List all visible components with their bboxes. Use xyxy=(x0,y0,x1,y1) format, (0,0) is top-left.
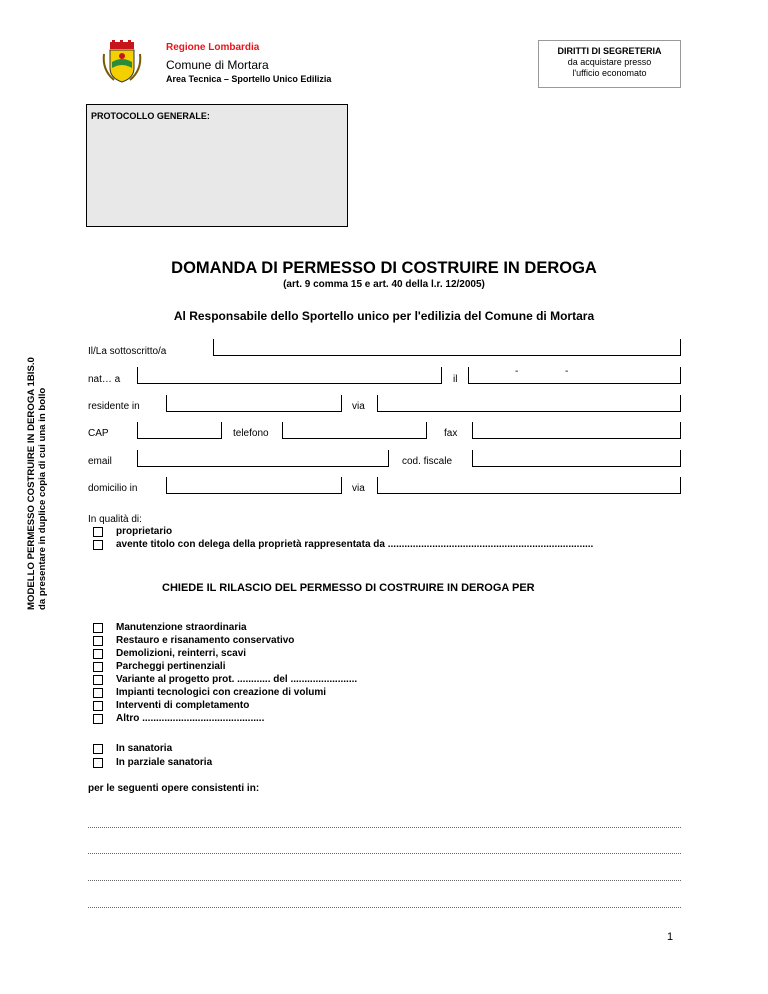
intervento-checkbox[interactable] xyxy=(93,688,103,698)
sottoscritto-field[interactable] xyxy=(213,339,681,356)
opere-label: per le seguenti opere consistenti in: xyxy=(88,783,260,794)
sanatoria-label: In sanatoria xyxy=(116,743,173,754)
via2-field[interactable] xyxy=(377,477,681,494)
qualita-label: In qualità di: xyxy=(88,514,142,525)
via-field[interactable] xyxy=(377,395,681,412)
intervento-checkbox[interactable] xyxy=(93,636,103,646)
protocollo-label: PROTOCOLLO GENERALE: xyxy=(91,111,210,121)
telefono-label: telefono xyxy=(233,428,269,439)
diritti-line1: da acquistare presso xyxy=(567,57,652,67)
area-name: Area Tecnica – Sportello Unico Edilizia xyxy=(166,74,332,84)
intervento-label: Altro ............................................ xyxy=(116,713,265,724)
domicilio-field[interactable] xyxy=(166,477,342,494)
chiede-heading: CHIEDE IL RILASCIO DEL PERMESSO DI COSTRUIRE IN DEROGA PER xyxy=(162,582,535,594)
comune-crest-logo xyxy=(100,40,144,84)
diritti-title: DIRITTI DI SEGRETERIA xyxy=(557,46,662,56)
residente-label: residente in xyxy=(88,401,140,412)
date-separator: - xyxy=(515,366,519,377)
intervento-label: Manutenzione straordinaria xyxy=(116,622,247,633)
opere-line[interactable] xyxy=(88,853,681,854)
diritti-segreteria-box xyxy=(538,40,681,88)
telefono-field[interactable] xyxy=(282,422,427,439)
cap-field[interactable] xyxy=(137,422,222,439)
intervento-checkbox[interactable] xyxy=(93,675,103,685)
cap-label: CAP xyxy=(88,428,109,439)
birth-date-field[interactable] xyxy=(468,367,681,384)
email-field[interactable] xyxy=(137,450,389,467)
intervento-label: Variante al progetto prot. ............ del ........................ xyxy=(116,674,358,685)
il-label: il xyxy=(453,374,458,385)
opere-line[interactable] xyxy=(88,907,681,908)
intervento-label: Restauro e risanamento conservativo xyxy=(116,635,295,646)
nato-label: nat… a xyxy=(88,374,121,385)
document-subtitle: (art. 9 comma 15 e art. 40 della l.r. 12/2005) xyxy=(283,279,485,290)
diritti-line2: l'ufficio economato xyxy=(572,68,647,78)
side-text xyxy=(26,340,48,610)
opere-line[interactable] xyxy=(88,880,681,881)
side-text-line1: MODELLO PERMESSO COSTRUIRE IN DEROGA 1BIS.0 xyxy=(26,357,37,610)
avente-titolo-checkbox[interactable] xyxy=(93,540,103,550)
page-number: 1 xyxy=(667,931,674,943)
via-label: via xyxy=(352,401,365,412)
sottoscritto-label: Il/La sottoscritto/a xyxy=(88,346,167,357)
avente-titolo-label: avente titolo con delega della proprietà rappresentata da .......................................................................... xyxy=(116,539,594,550)
protocollo-box xyxy=(86,104,348,227)
intervento-label: Impianti tecnologici con creazione di volumi xyxy=(116,687,327,698)
parziale-sanatoria-checkbox[interactable] xyxy=(93,758,103,768)
proprietario-checkbox[interactable] xyxy=(93,527,103,537)
side-text-line2: da presentare in duplice copia di cui una in bollo xyxy=(37,387,48,610)
parziale-sanatoria-label: In parziale sanatoria xyxy=(116,757,213,768)
opere-line[interactable] xyxy=(88,827,681,828)
comune-name: Comune di Mortara xyxy=(166,58,269,72)
intervento-checkbox[interactable] xyxy=(93,701,103,711)
intervento-label: Demolizioni, reinterri, scavi xyxy=(116,648,247,659)
intervento-label: Interventi di completamento xyxy=(116,700,250,711)
intervento-label: Parcheggi pertinenziali xyxy=(116,661,226,672)
document-title: DOMANDA DI PERMESSO DI COSTRUIRE IN DEROGA xyxy=(171,259,597,277)
fax-label: fax xyxy=(444,428,458,439)
intervento-checkbox[interactable] xyxy=(93,714,103,724)
email-label: email xyxy=(88,456,112,467)
region-name: Regione Lombardia xyxy=(166,42,260,53)
domicilio-label: domicilio in xyxy=(88,483,138,494)
nato-field[interactable] xyxy=(137,367,442,384)
sanatoria-checkbox[interactable] xyxy=(93,744,103,754)
cod-fiscale-field[interactable] xyxy=(472,450,681,467)
addressee: Al Responsabile dello Sportello unico per l'edilizia del Comune di Mortara xyxy=(173,309,595,323)
via2-label: via xyxy=(352,483,365,494)
intervento-checkbox[interactable] xyxy=(93,662,103,672)
residente-field[interactable] xyxy=(166,395,342,412)
intervento-checkbox[interactable] xyxy=(93,623,103,633)
date-separator: - xyxy=(565,366,569,377)
intervento-checkbox[interactable] xyxy=(93,649,103,659)
cod-fiscale-label: cod. fiscale xyxy=(402,456,453,467)
fax-field[interactable] xyxy=(472,422,681,439)
proprietario-label: proprietario xyxy=(116,526,173,537)
